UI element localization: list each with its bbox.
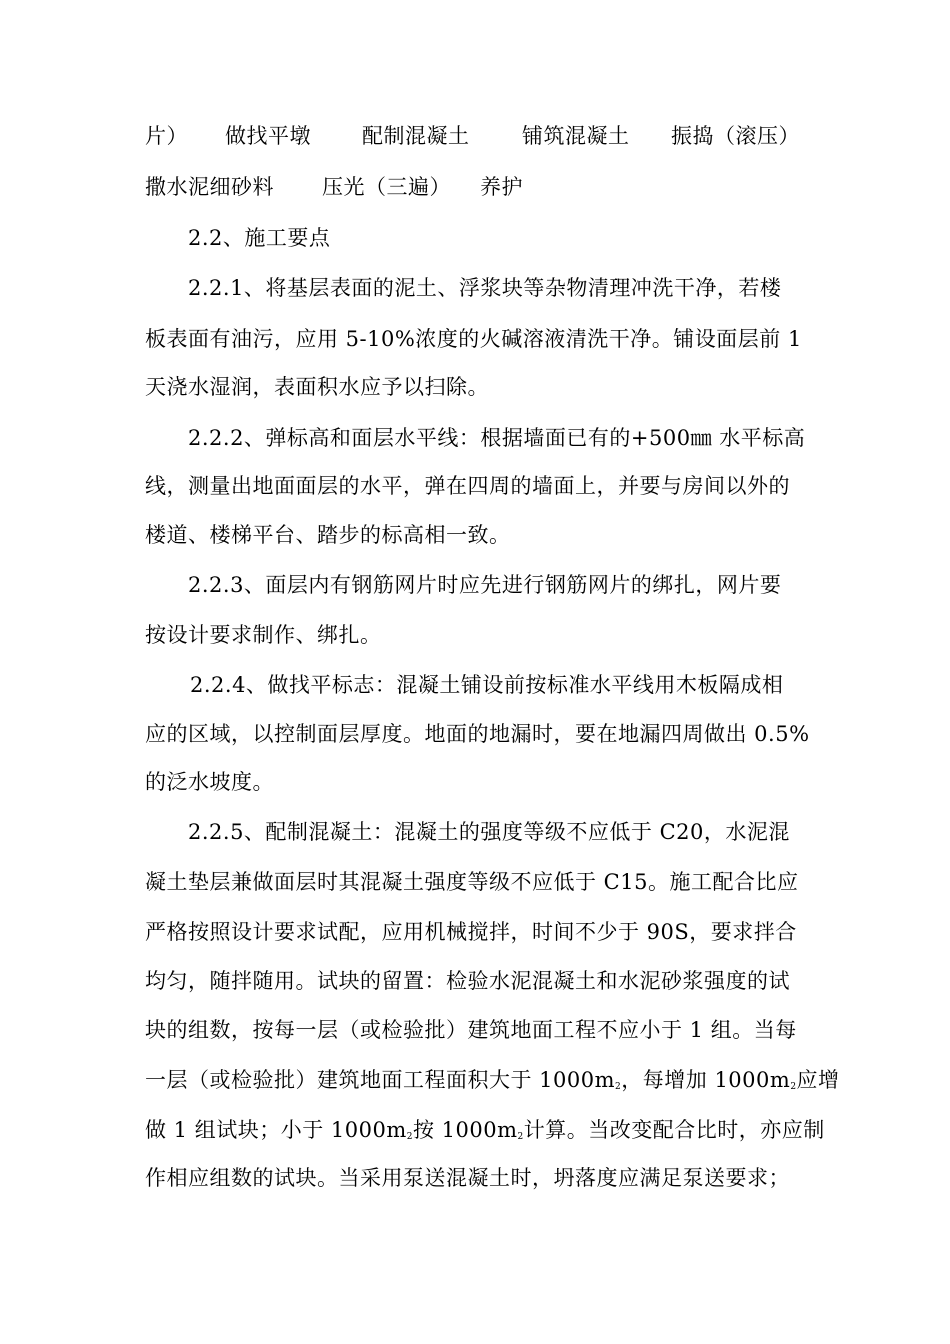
- p225-line-6-part-b: ，每增加 1000m: [621, 1068, 791, 1092]
- flow-step-trowel: 压光（三遍）: [322, 175, 451, 199]
- flow-step-pave-concrete: 铺筑混凝土: [522, 124, 630, 148]
- p221-line-3: 天浇水湿润，表面积水应予以扫除。: [145, 375, 489, 399]
- superscript-2: 2: [517, 1132, 524, 1142]
- flow-step-tail: 片）: [145, 124, 188, 148]
- p225-line-6-part-a: 一层（或检验批）建筑地面工程面积大于 1000m: [145, 1068, 616, 1092]
- flow-step-vibrate: 振捣（滚压）: [671, 124, 800, 148]
- p225-line-1: 2.2.5、配制混凝土：混凝土的强度等级不应低于 C20，水泥混: [188, 820, 790, 844]
- flow-step-sprinkle-sand: 撒水泥细砂料: [145, 175, 274, 199]
- p223-line-2: 按设计要求制作、绑扎。: [145, 623, 382, 647]
- superscript-2: 2: [615, 1082, 622, 1092]
- p223-line-1: 2.2.3、面层内有钢筋网片时应先进行钢筋网片的绑扎，网片要: [188, 573, 782, 597]
- p225-line-6-part-c: 应增: [796, 1068, 840, 1092]
- p224-line-3: 的泛水坡度。: [145, 770, 274, 794]
- p225-line-7: [145, 1120, 825, 1141]
- p225-line-2: 凝土垫层兼做面层时其混凝土强度等级不应低于 C15。施工配合比应: [145, 870, 799, 894]
- p225-line-6: [145, 1070, 840, 1091]
- p225-line-5: 块的组数，按每一层（或检验批）建筑地面工程不应小于 1 组。当每: [145, 1018, 797, 1042]
- flow-step-mix-concrete: 配制混凝土: [362, 124, 470, 148]
- p225-line-7-part-a: 做 1 组试块；小于 1000m: [145, 1118, 407, 1142]
- p225-line-3: 严格按照设计要求试配，应用机械搅拌，时间不少于 90S，要求拌合: [145, 920, 797, 944]
- flow-step-leveling-pier: 做找平墩: [225, 124, 311, 148]
- p225-line-8: 作相应组数的试块。当采用泵送混凝土时，坍落度应满足泵送要求；: [145, 1166, 790, 1190]
- p221-line-2: 板表面有油污，应用 5-10%浓度的火碱溶液清洗干净。铺设面层前 1: [145, 327, 802, 351]
- p225-line-4: 均匀，随拌随用。试块的留置：检验水泥混凝土和水泥砂浆强度的试: [145, 969, 790, 993]
- p224-line-1: 2.2.4、做找平标志：混凝土铺设前按标准水平线用木板隔成相: [190, 673, 784, 697]
- p222-line-1: 2.2.2、弹标高和面层水平线：根据墙面已有的+500㎜ 水平标高: [188, 426, 806, 450]
- p225-line-7-part-b: 按 1000m: [412, 1118, 518, 1142]
- superscript-2: 2: [790, 1082, 797, 1092]
- superscript-2: 2: [406, 1132, 413, 1142]
- section-heading: 2.2、施工要点: [188, 226, 331, 250]
- p222-line-3: 楼道、楼梯平台、踏步的标高相一致。: [145, 523, 511, 547]
- flow-step-cure: 养护: [480, 175, 523, 199]
- p221-line-1: 2.2.1、将基层表面的泥土、浮浆块等杂物清理冲洗干净，若楼: [188, 276, 782, 300]
- p224-line-2: 应的区域，以控制面层厚度。地面的地漏时，要在地漏四周做出 0.5%: [145, 722, 810, 746]
- p222-line-2: 线，测量出地面面层的水平，弹在四周的墙面上，并要与房间以外的: [145, 474, 790, 498]
- p225-line-7-part-c: 计算。当改变配合比时，亦应制: [523, 1118, 825, 1142]
